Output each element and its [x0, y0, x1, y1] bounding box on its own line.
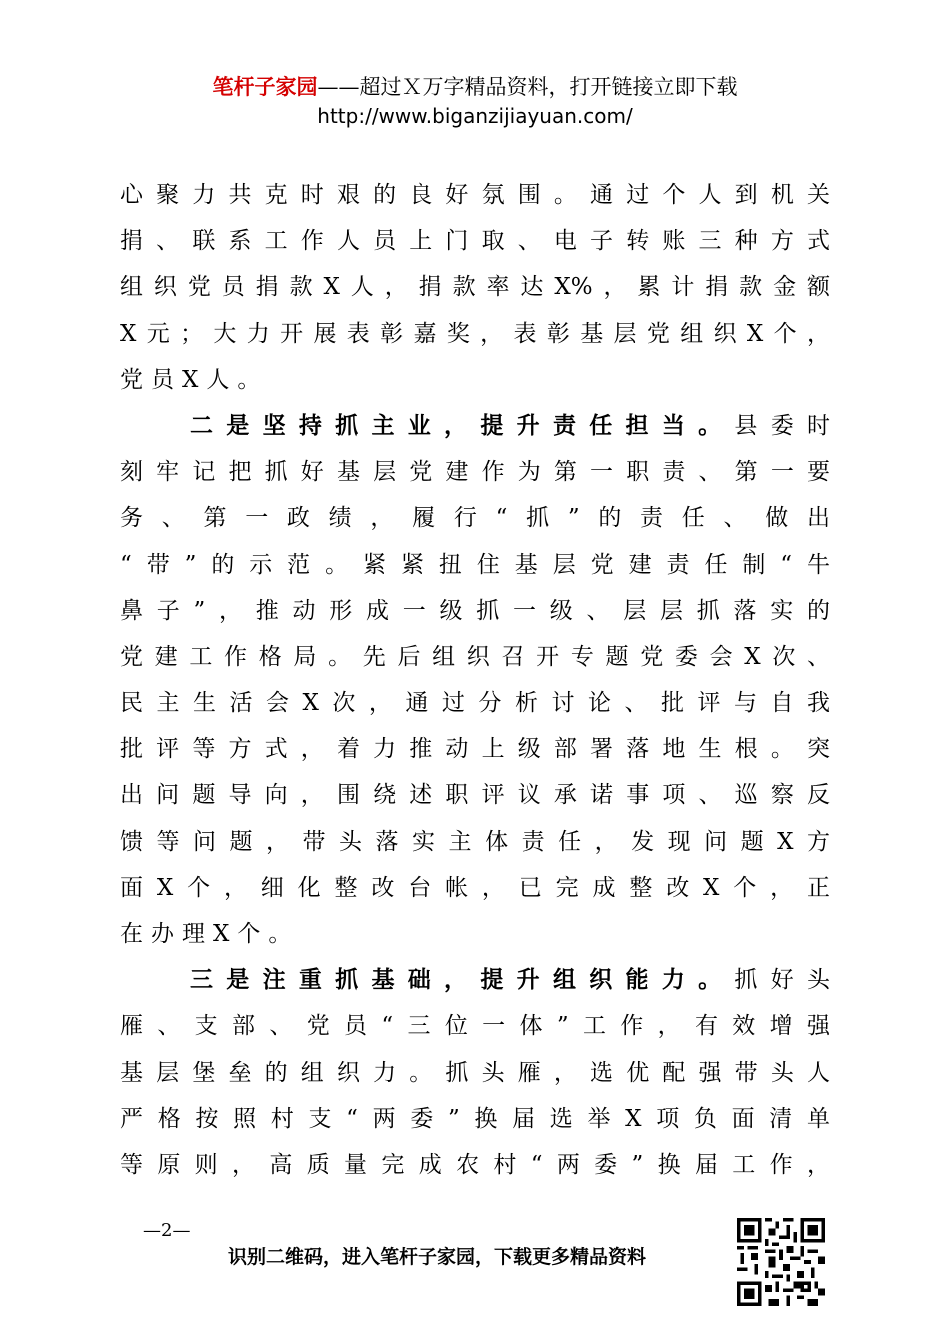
text-line: 基层堡垒的组织力。抓头雁，选优配强带头人 — [120, 1059, 830, 1086]
text-line: 组织党员捐款X人，捐款率达X%，累计捐款金额 — [120, 274, 830, 301]
document-body — [120, 172, 830, 1188]
qr-code-icon[interactable] — [737, 1218, 825, 1306]
text-line: “带”的示范。紧紧扭住基层党建责任制“牛 — [120, 551, 830, 578]
text-line: 面X个，细化整改台帐，已完成整改X个，正 — [120, 874, 830, 901]
page-footer — [0, 1212, 950, 1312]
page-header — [0, 72, 950, 130]
text-line: 雁、支部、党员“三位一体”工作，有效增强 — [120, 1013, 830, 1040]
text-line: 严格按照村支“两委”换届选举X项负面清单 — [120, 1105, 830, 1132]
text-run: 抓好头 — [734, 967, 831, 994]
text-line: 党建工作格局。先后组织召开专题党委会X次、 — [120, 643, 830, 670]
header-banner — [0, 72, 950, 102]
text-line: 出问题导向，围绕述职评议承诺事项、巡察反 — [120, 782, 830, 809]
header-tagline: ——超过Ｘ万字精品资料，打开链接立即下载 — [317, 75, 738, 99]
text-run: 县委时 — [734, 412, 831, 439]
text-line: X元；大力开展表彰嘉奖，表彰基层党组织X个， — [120, 320, 830, 347]
paragraph-heading-3: 三是注重抓基础，提升组织能力。 — [190, 966, 735, 994]
text-line: 心聚力共克时艰的良好氛围。通过个人到机关 — [120, 182, 830, 208]
header-url-link[interactable]: http://www.biganzijiayuan.com/ — [317, 104, 633, 128]
paragraph-heading-2: 二是坚持抓主业，提升责任担当。 — [190, 411, 735, 439]
text-line: 务、第一政绩，履行“抓”的责任、做出 — [120, 505, 830, 532]
text-line: 批评等方式，着力推动上级部署落地生根。突 — [120, 736, 830, 763]
page-number: —2— — [143, 1220, 191, 1241]
text-line: 党员X人。 — [120, 366, 269, 393]
paragraph-heading-line — [120, 403, 830, 449]
text-line: 刻牢记把抓好基层党建作为第一职责、第一要 — [120, 459, 830, 486]
footer-promo-text: 识别二维码，进入笔杆子家园，下载更多精品资料 — [228, 1246, 647, 1268]
paragraph-heading-line — [120, 957, 830, 1003]
text-line: 捐、联系工作人员上门取、电子转账三种方式 — [120, 228, 830, 255]
text-line: 馈等问题，带头落实主体责任，发现问题X方 — [120, 828, 830, 855]
text-line: 民主生活会X次，通过分析讨论、批评与自我 — [120, 690, 830, 717]
text-line: 在办理X个。 — [120, 921, 300, 947]
text-line: 等原则，高质量完成农村“两委”换届工作， — [120, 1151, 830, 1178]
brand-name[interactable]: 笔杆子家园 — [212, 74, 318, 99]
text-line: 鼻子”，推动形成一级抓一级、层层抓落实的 — [120, 597, 830, 624]
